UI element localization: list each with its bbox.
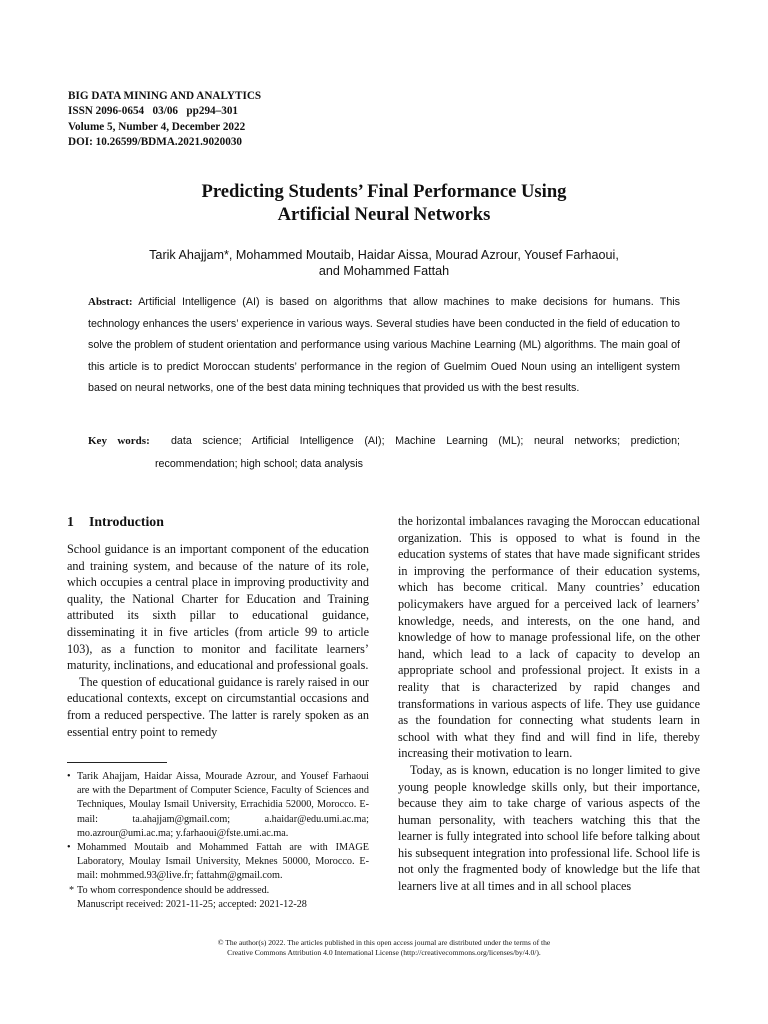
body-paragraph: the horizontal imbalances ravaging the Moroccan educational organization. This is opposed to what is found in the education systems of states that have made significant strides in improving the performance of their education systems, which has become critical. Many countries’ education policymakers have argued for a perceived lack of learners’ knowledge, needs, and interests, on the one hand, and knowledge of how to manage professional life, on the other hand, which lead to a lack of capacity to develop an appropriate school and professional project. It exists in a reality that is characterized by rapid changes and transformations in various aspects of life. They use guidance as the foundation for connecting what students learn in school with what they find and will find in life, thereby increasing their motivation to learn. [398,514,700,761]
section-title: Introduction [89,514,164,529]
correspondence-text: To whom correspondence should be addressed. [77,884,270,896]
footnote-divider [67,762,167,763]
footnote-correspondence [67,884,369,898]
abstract-text: Artificial Intelligence (AI) is based on algorithms that allow machines to make decisions for humans. This technology enhances the users’ experience in various ways. Several studies have been conducted in the field of education to solve the problem of student orientation and performance using various Machine Learning (ML) algorithms. The main goal of this article is to predict Moroccan students’ performance in the region of Guelmim Oued Noun using an intelligent system based on neural networks, one of the best data mining techniques that provided us with the best results. [88,296,680,394]
author-list-line-2: and Mohammed Fattah [318,263,450,278]
body-paragraph: The question of educational guidance is rarely raised in our educational contexts, except on circumstantial occasions and from a reduced perspective. The latter is rarely spoken as an essential entry point to remedy [67,674,369,739]
paper-title-line-1: Predicting Students’ Final Performance Using [201,181,567,202]
journal-header [68,89,261,150]
footnote-manuscript-dates: Manuscript received: 2021-11-25; accepted: 2021-12-28 [77,898,307,910]
keywords [88,430,680,476]
section-heading [67,513,369,531]
paper-title-line-2: Artificial Neural Networks [277,204,491,225]
body-paragraph: School guidance is an important component of the education and training system, and because of the nature of its role, which occupies a central place in improving productivity and quality, the National Charter for Education and Training attributed its sixth pillar to educational guidance, disseminating it in five articles (from article 99 to article 103), as a function to monitor and facilitate learners’ maturity, inclinations, and educational and professional goals. [67,542,369,673]
right-column [398,513,700,895]
journal-doi: DOI: 10.26599/BDMA.2021.9020030 [68,135,243,148]
license-line-1: © The author(s) 2022. The articles published in this open access journal are distributed under the terms of the [217,938,551,947]
section-number: 1 [67,514,74,529]
correspondence-mark: * [69,884,75,896]
author-list-line-1: Tarik Ahajjam*, Mohammed Moutaib, Haidar Aissa, Mourad Azrour, Yousef Farhaoui, [149,248,619,262]
keywords-label: Key words: [88,435,150,447]
journal-name: BIG DATA MINING AND ANALYTICS [68,90,262,102]
footnotes [67,770,369,912]
footnote-affiliation-1: • Tarik Ahajjam, Haidar Aissa, Mourade Azrour, and Yousef Farhaoui are with the Department of Computer Science, Faculty of Sciences and Techniques, Moulay Ismail University, Errachidia 52000, Morocco. E-mail: ta.ahajjam@gmail.com; a.haidar@edu.umi.ac.ma; mo.azrour@umi.ac.ma; y.farhaoui@fste.umi.ac.ma. [67,770,369,841]
keywords-text-1: data science; Artificial Intelligence (AI); Machine Learning (ML); neural networks; prediction; [170,435,680,447]
author-list [0,248,768,279]
license-line-2: Creative Commons Attribution 4.0 International License (http://creativecommons.org/licenses/by/4.0/). [227,948,541,957]
journal-volume: Volume 5, Number 4, December 2022 [68,120,246,133]
keywords-line-1 [88,430,680,453]
keywords-text-2: recommendation; high school; data analysis [155,458,363,470]
body-paragraph: Today, as is known, education is no longer limited to give young people knowledge skills only, but their importance, because they aim to take charge of various aspects of the human personality, with teachers watching this that the learner is fully integrated into school life before talking about his subsequent integration into professional life. School life is not only the fragmented body of knowledge but the life that learners live at all times and in all school places [398,762,700,894]
abstract-label: Abstract: [88,296,133,308]
journal-issn: ISSN 2096-0654 03/06 pp294–301 [68,105,239,118]
paper-title [0,180,768,226]
license-notice [0,938,768,958]
abstract [88,292,680,400]
footnote-affiliation-2: • Mohammed Moutaib and Mohammed Fattah are with IMAGE Laboratory, Moulay Ismail University, Meknes 50000, Morocco. E-mail: mohmmed.93@live.fr; fattahm@gmail.com. [67,841,369,884]
left-column [67,513,369,740]
